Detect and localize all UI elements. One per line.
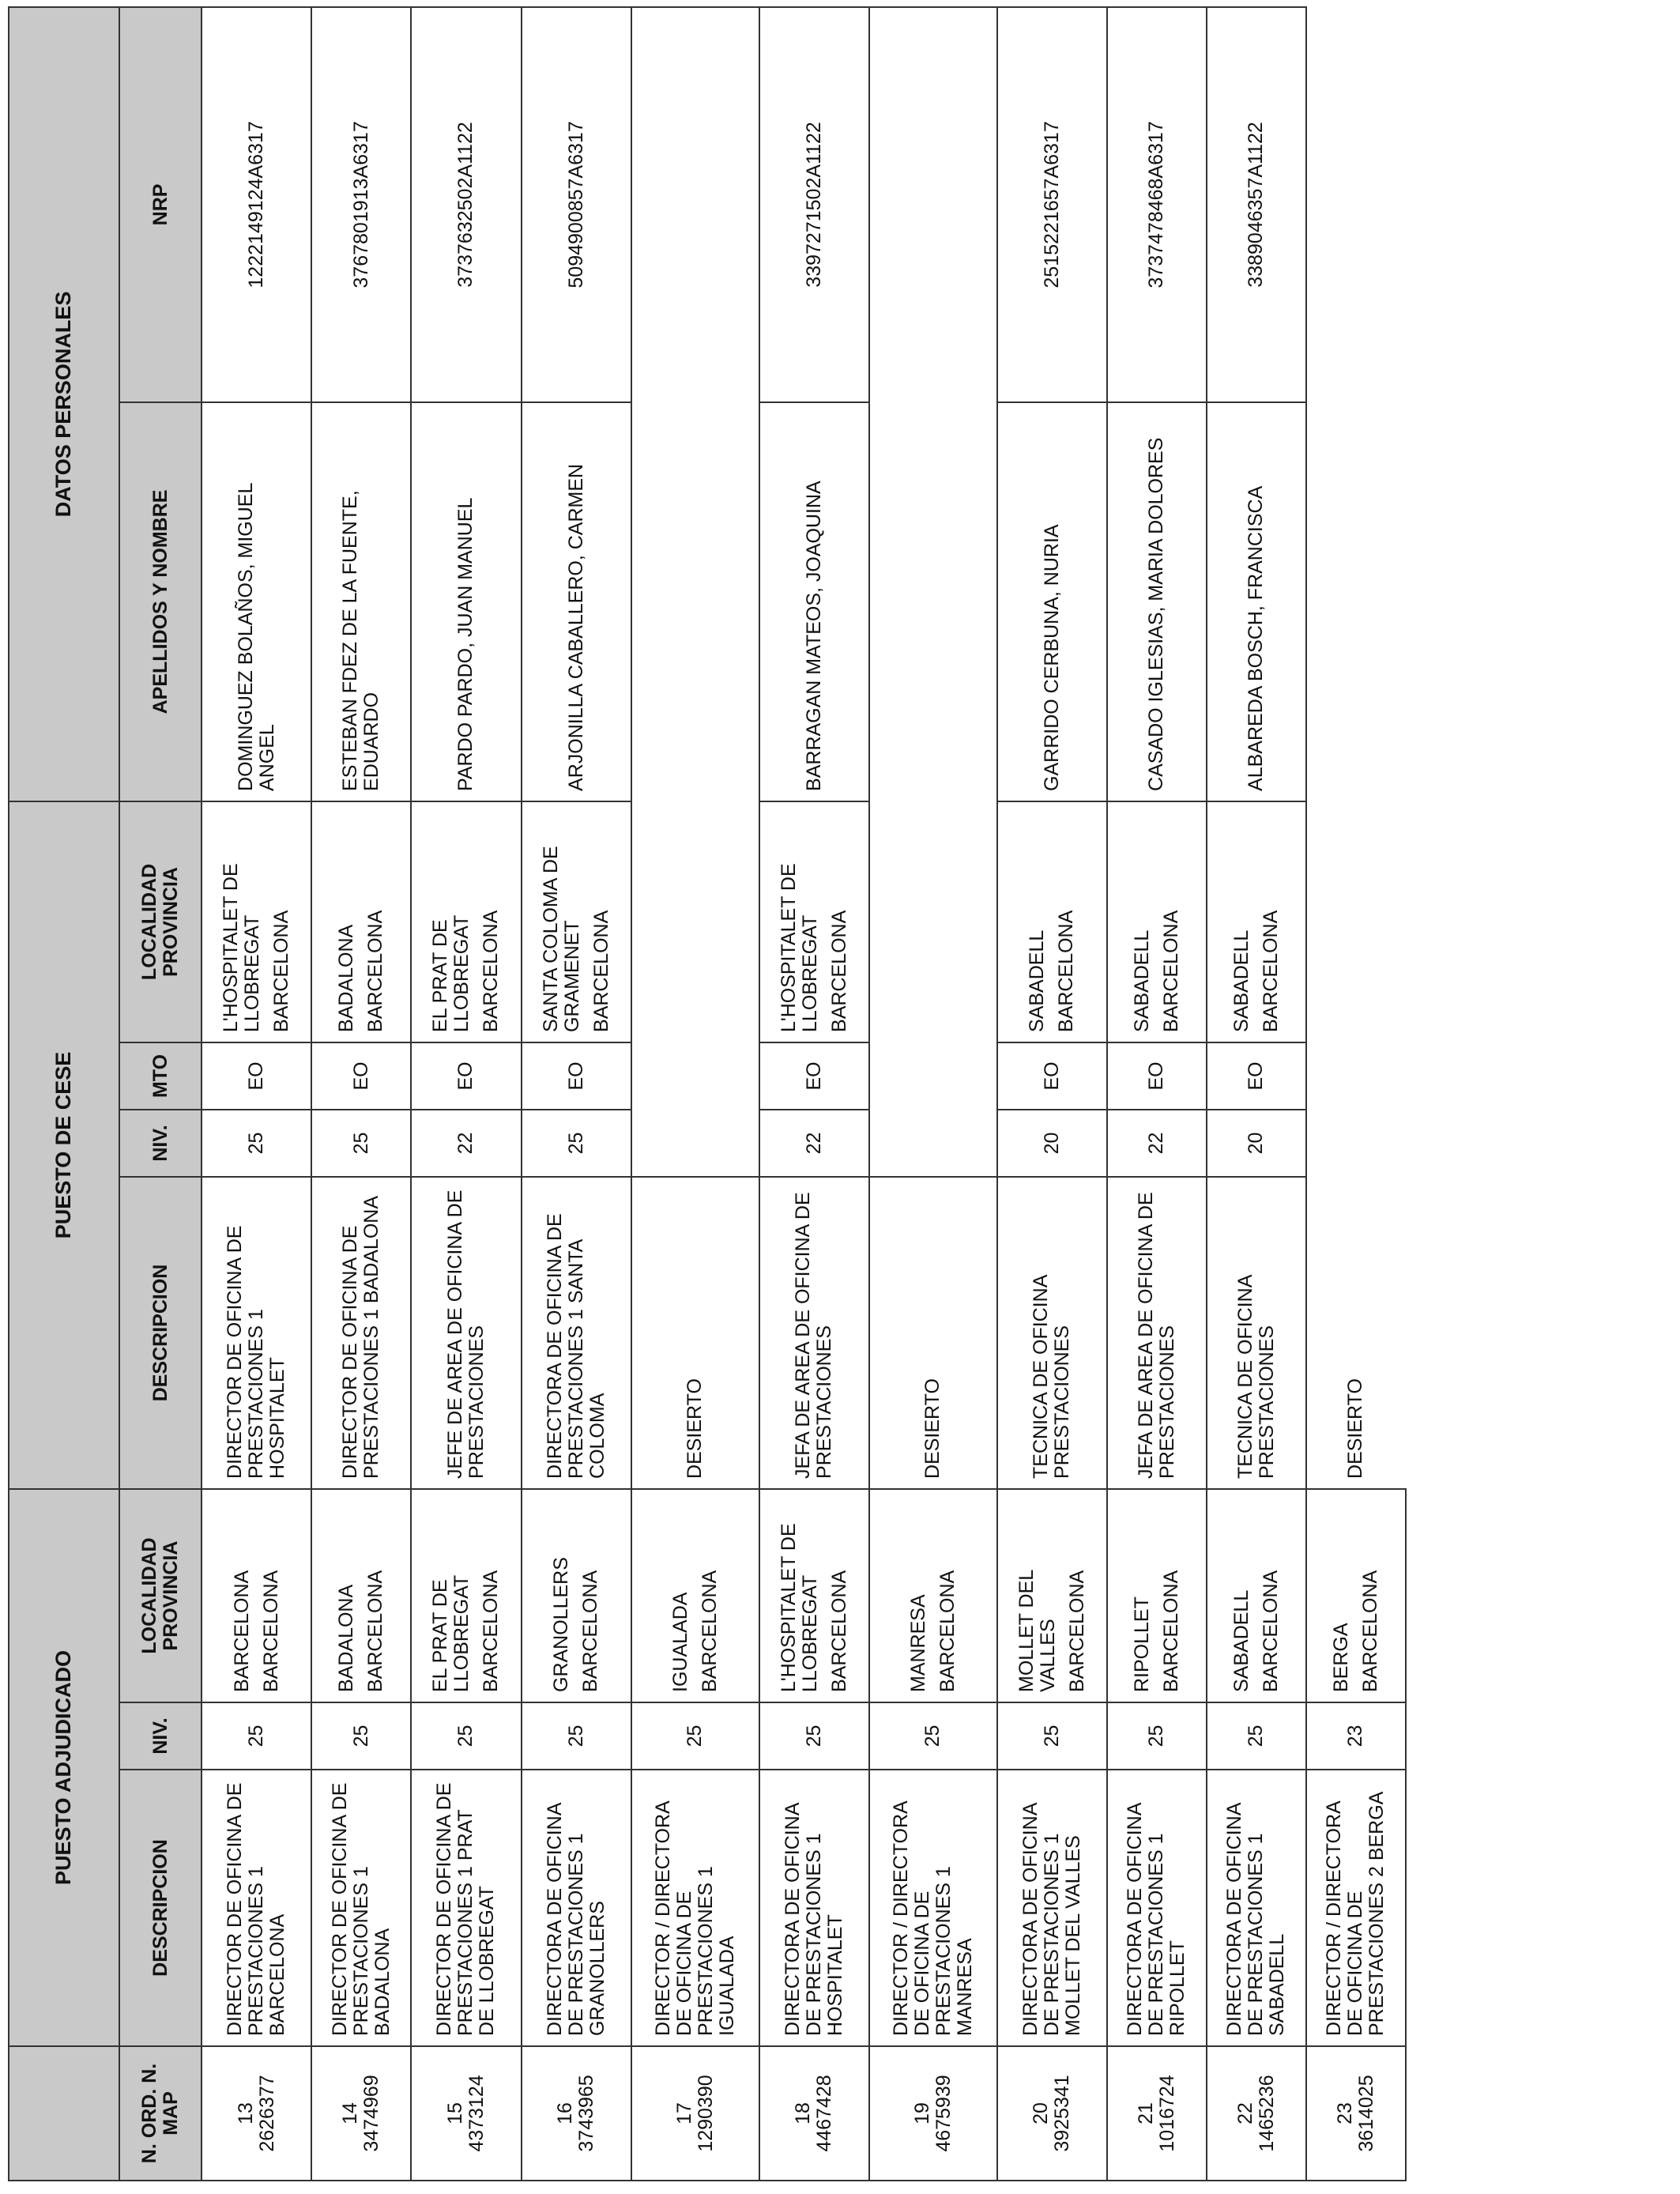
adjudicaciones-table	[8, 6, 1407, 2181]
col-header-cese-loc: LOCALIDAD PROVINCIA	[119, 801, 202, 1042]
map-number: 4373124	[465, 2075, 488, 2152]
cell-nrp: 3389046357A1122	[1207, 7, 1306, 402]
cell-adj-niv: 25	[411, 1702, 521, 1770]
cell-adj-desc: DIRECTOR DE OFICINA DE PRESTACIONES 1 BARCELONA	[202, 1770, 311, 2046]
cell-ord	[631, 2046, 759, 2181]
cell-cese-mto: EO	[759, 1042, 869, 1110]
cell-apellidos: ARJONILLA CABALLERO, CARMEN	[522, 402, 631, 801]
cell-apellidos: ESTEBAN FDEZ DE LA FUENTE, EDUARDO	[311, 402, 411, 801]
adj-provincia: BARCELONA	[936, 1570, 959, 1692]
cell-cese-mto: EO	[311, 1042, 411, 1110]
cell-cese-desc: TECNICA DE OFICINA PRESTACIONES	[997, 1177, 1107, 1489]
cese-provincia: BARCELONA	[1259, 910, 1282, 1032]
cell-cese-loc	[522, 801, 631, 1042]
cell-cese-mto: EO	[411, 1042, 521, 1110]
column-header-row	[119, 7, 202, 2181]
cell-cese-loc	[759, 801, 869, 1042]
cell-nrp: 3737632502A1122	[411, 7, 521, 402]
col-header-ord: N. ORD. N. MAP	[119, 2046, 202, 2181]
cell-adj-loc	[631, 1489, 759, 1702]
cell-cese-loc	[1107, 801, 1207, 1042]
table-row	[869, 7, 997, 2181]
cell-empty	[631, 7, 759, 1177]
table-row	[411, 7, 521, 2181]
table-row	[311, 7, 411, 2181]
cell-adj-loc	[997, 1489, 1107, 1702]
cell-ord	[997, 2046, 1107, 2181]
cell-adj-desc: DIRECTOR / DIRECTORA DE OFICINA DE PRESTACIONES 2 BERGA	[1306, 1770, 1406, 2046]
cell-adj-loc	[1306, 1489, 1406, 1702]
cell-cese-loc	[202, 801, 311, 1042]
cell-ord	[1306, 2046, 1406, 2181]
cell-cese-niv: 25	[522, 1110, 631, 1177]
adj-provincia: BARCELONA	[259, 1570, 282, 1692]
cell-ord	[311, 2046, 411, 2181]
cell-adj-loc	[1207, 1489, 1306, 1702]
cese-localidad: SANTA COLOMA DE GRAMENET	[539, 846, 583, 1032]
cell-ord	[522, 2046, 631, 2181]
ord-number: 16	[554, 2102, 577, 2124]
cese-provincia: BARCELONA	[1055, 910, 1078, 1032]
cell-cese-loc	[997, 801, 1107, 1042]
map-number: 3614025	[1354, 2075, 1377, 2152]
cell-cese-niv: 22	[1107, 1110, 1207, 1177]
cell-cese-mto: EO	[202, 1042, 311, 1110]
cell-cese-niv: 22	[759, 1110, 869, 1177]
cell-apellidos: CASADO IGLESIAS, MARIA DOLORES	[1107, 402, 1207, 801]
cese-localidad: L'HOSPITALET DE LLOBREGAT	[777, 863, 821, 1032]
cell-apellidos: ALBAREDA BOSCH, FRANCISCA	[1207, 402, 1306, 801]
cell-cese-desc: JEFA DE AREA DE OFICINA DE PRESTACIONES	[1107, 1177, 1207, 1489]
adj-localidad: EL PRAT DE LLOBREGAT	[429, 1574, 473, 1692]
map-number: 3925341	[1051, 2075, 1074, 2152]
map-number: 1465236	[1255, 2075, 1278, 2152]
cese-provincia: BARCELONA	[364, 910, 387, 1032]
cese-provincia: BARCELONA	[1159, 910, 1182, 1032]
group-datos-personales: DATOS PERSONALES	[9, 7, 119, 801]
cell-adj-loc	[869, 1489, 997, 1702]
cell-nrp: 3737478468A6317	[1107, 7, 1207, 402]
ord-number: 18	[792, 2102, 815, 2124]
cese-localidad: SABADELL	[1230, 929, 1252, 1032]
table-row	[1207, 7, 1306, 2181]
ord-number: 15	[443, 2102, 466, 2124]
cell-adj-desc: DIRECTORA DE OFICINA DE PRESTACIONES 1 HOSPITALET	[759, 1770, 869, 2046]
cell-ord	[869, 2046, 997, 2181]
cell-adj-niv: 25	[311, 1702, 411, 1770]
cese-provincia: BARCELONA	[270, 910, 293, 1032]
adj-localidad: GRANOLLERS	[550, 1557, 573, 1692]
table-row	[1306, 7, 1406, 2181]
ord-number: 23	[1333, 2102, 1356, 2124]
cell-adj-niv: 25	[522, 1702, 631, 1770]
cell-cese-loc	[311, 801, 411, 1042]
col-header-adj-niv: NIV.	[119, 1702, 202, 1770]
cell-apellidos: BARRAGAN MATEOS, JOAQUINA	[759, 402, 869, 801]
cese-provincia: BARCELONA	[827, 910, 850, 1032]
col-header-cese-desc: DESCRIPCION	[119, 1177, 202, 1489]
desierto-label: DESIERTO	[1344, 1378, 1367, 1479]
map-number: 2626377	[255, 2075, 278, 2152]
cell-adj-desc: DIRECTORA DE OFICINA DE PRESTACIONES 1 MOLLET DEL VALLES	[997, 1770, 1107, 2046]
cell-ord	[411, 2046, 521, 2181]
cell-apellidos: GARRIDO CERBUNA, NURIA	[997, 402, 1107, 801]
col-header-cese-mto: MTO	[119, 1042, 202, 1110]
map-number: 3743965	[575, 2075, 598, 2152]
rotated-sheet	[8, 8, 1407, 2181]
cell-desierto	[869, 1177, 997, 1489]
cell-cese-niv: 20	[1207, 1110, 1306, 1177]
table-row	[522, 7, 631, 2181]
cell-nrp: 3397271502A1122	[759, 7, 869, 402]
cell-adj-desc: DIRECTOR / DIRECTORA DE OFICINA DE PRESTACIONES 1 IGUALADA	[631, 1770, 759, 2046]
adj-localidad: IGUALADA	[669, 1592, 691, 1692]
cell-adj-niv: 25	[997, 1702, 1107, 1770]
cese-localidad: SABADELL	[1026, 929, 1049, 1032]
adj-provincia: BARCELONA	[1259, 1570, 1282, 1692]
cell-cese-desc: JEFE DE AREA DE OFICINA DE PRESTACIONES	[411, 1177, 521, 1489]
cell-adj-desc: DIRECTORA DE OFICINA DE PRESTACIONES 1 GRANOLLERS	[522, 1770, 631, 2046]
adj-provincia: BARCELONA	[480, 1570, 503, 1692]
table-row	[202, 7, 311, 2181]
ord-number: 21	[1134, 2102, 1157, 2124]
cese-provincia: BARCELONA	[480, 910, 503, 1032]
col-header-adj-desc: DESCRIPCION	[119, 1770, 202, 2046]
cese-localidad: BADALONA	[335, 924, 358, 1032]
adj-localidad: L'HOSPITALET DE LLOBREGAT	[777, 1523, 821, 1692]
ord-number: 20	[1030, 2102, 1053, 2124]
adj-provincia: BARCELONA	[827, 1570, 850, 1692]
cell-cese-niv: 25	[311, 1110, 411, 1177]
cell-nrp: 5094900857A6317	[522, 7, 631, 402]
cell-nrp: 1222149124A6317	[202, 7, 311, 402]
cell-cese-desc: DIRECTOR DE OFICINA DE PRESTACIONES 1 HOSPITALET	[202, 1177, 311, 1489]
adj-provincia: BARCELONA	[1065, 1570, 1088, 1692]
table-body	[202, 7, 1406, 2181]
cell-adj-niv: 25	[202, 1702, 311, 1770]
cell-adj-desc: DIRECTORA DE OFICINA DE PRESTACIONES 1 RIPOLLET	[1107, 1770, 1207, 2046]
cell-cese-desc: TECNICA DE OFICINA PRESTACIONES	[1207, 1177, 1306, 1489]
ord-number: 14	[339, 2102, 362, 2124]
cell-adj-niv: 23	[1306, 1702, 1406, 1770]
cell-cese-desc: JEFA DE AREA DE OFICINA DE PRESTACIONES	[759, 1177, 869, 1489]
cell-nrp: 3767801913A6317	[311, 7, 411, 402]
ord-group-spacer	[9, 2046, 119, 2181]
cell-adj-niv: 25	[1107, 1702, 1207, 1770]
cell-cese-niv: 22	[411, 1110, 521, 1177]
cell-cese-mto: EO	[522, 1042, 631, 1110]
cell-adj-loc	[311, 1489, 411, 1702]
map-number: 3474969	[360, 2075, 383, 2152]
adj-localidad: RIPOLLET	[1130, 1596, 1153, 1692]
col-header-cese-niv: NIV.	[119, 1110, 202, 1177]
adj-provincia: BARCELONA	[1358, 1570, 1381, 1692]
cese-provincia: BARCELONA	[590, 910, 612, 1032]
table-row	[759, 7, 869, 2181]
adj-localidad: MANRESA	[906, 1594, 929, 1692]
ord-number: 22	[1234, 2102, 1256, 2124]
cell-ord	[1207, 2046, 1306, 2181]
map-number: 1016724	[1155, 2075, 1178, 2152]
group-puesto-cese: PUESTO DE CESE	[9, 801, 119, 1489]
desierto-label: DESIERTO	[684, 1378, 706, 1479]
cell-cese-loc	[1207, 801, 1306, 1042]
map-number: 1290390	[694, 2075, 717, 2152]
cell-adj-loc	[411, 1489, 521, 1702]
cell-adj-desc: DIRECTOR DE OFICINA DE PRESTACIONES 1 BADALONA	[311, 1770, 411, 2046]
cell-ord	[759, 2046, 869, 2181]
cell-cese-niv: 20	[997, 1110, 1107, 1177]
group-puesto-adjudicado: PUESTO ADJUDICADO	[9, 1489, 119, 2046]
adj-provincia: BARCELONA	[1159, 1570, 1182, 1692]
cell-adj-loc	[1107, 1489, 1207, 1702]
cell-cese-desc: DIRECTORA DE OFICINA DE PRESTACIONES 1 SANTA COLOMA	[522, 1177, 631, 1489]
cell-apellidos: PARDO PARDO, JUAN MANUEL	[411, 402, 521, 801]
adj-provincia: BARCELONA	[698, 1570, 721, 1692]
cell-cese-mto: EO	[1107, 1042, 1207, 1110]
cell-cese-niv: 25	[202, 1110, 311, 1177]
cell-adj-loc	[522, 1489, 631, 1702]
cell-adj-loc	[759, 1489, 869, 1702]
ord-number: 17	[672, 2102, 695, 2124]
cell-adj-desc: DIRECTOR / DIRECTORA DE OFICINA DE PRESTACIONES 1 MANRESA	[869, 1770, 997, 2046]
adj-provincia: BARCELONA	[579, 1570, 602, 1692]
desierto-label: DESIERTO	[921, 1378, 944, 1479]
cese-localidad: EL PRAT DE LLOBREGAT	[429, 914, 473, 1032]
ord-number: 19	[910, 2102, 933, 2124]
adj-localidad: MOLLET DEL VALLES	[1015, 1570, 1059, 1692]
cell-adj-desc: DIRECTOR DE OFICINA DE PRESTACIONES 1 PRAT DE LLOBREGAT	[411, 1770, 521, 2046]
cell-desierto	[631, 1177, 759, 1489]
cell-cese-mto: EO	[997, 1042, 1107, 1110]
table-row	[997, 7, 1107, 2181]
cell-ord	[1107, 2046, 1207, 2181]
cell-apellidos: DOMINGUEZ BOLAÑOS, MIGUEL ANGEL	[202, 402, 311, 801]
table-row	[1107, 7, 1207, 2181]
cese-localidad: SABADELL	[1130, 929, 1153, 1032]
adj-localidad: SABADELL	[1230, 1589, 1252, 1692]
adj-localidad: BERGA	[1329, 1623, 1352, 1692]
cell-ord	[202, 2046, 311, 2181]
cell-adj-niv: 25	[869, 1702, 997, 1770]
adj-localidad: BADALONA	[335, 1584, 358, 1692]
adj-localidad: BARCELONA	[230, 1570, 253, 1692]
cell-adj-niv: 25	[1207, 1702, 1306, 1770]
table-row	[631, 7, 759, 2181]
adj-provincia: BARCELONA	[364, 1570, 387, 1692]
group-header-row	[9, 7, 119, 2181]
cell-cese-loc	[411, 801, 521, 1042]
cell-adj-niv: 25	[759, 1702, 869, 1770]
cell-nrp: 2515221657A6317	[997, 7, 1107, 402]
cell-cese-mto: EO	[1207, 1042, 1306, 1110]
map-number: 4675939	[932, 2075, 955, 2152]
col-header-apellidos: APELLIDOS Y NOMBRE	[119, 402, 202, 801]
cell-desierto	[1306, 7, 1406, 1489]
cese-localidad: L'HOSPITALET DE LLOBREGAT	[220, 863, 264, 1032]
ord-number: 13	[234, 2102, 257, 2124]
col-header-nrp: NRP	[119, 7, 202, 402]
cell-adj-niv: 25	[631, 1702, 759, 1770]
cell-cese-desc: DIRECTOR DE OFICINA DE PRESTACIONES 1 BADALONA	[311, 1177, 411, 1489]
cell-adj-loc	[202, 1489, 311, 1702]
col-header-adj-loc: LOCALIDAD PROVINCIA	[119, 1489, 202, 1702]
map-number: 4467428	[813, 2075, 836, 2152]
cell-empty	[869, 7, 997, 1177]
cell-adj-desc: DIRECTORA DE OFICINA DE PRESTACIONES 1 SABADELL	[1207, 1770, 1306, 2046]
